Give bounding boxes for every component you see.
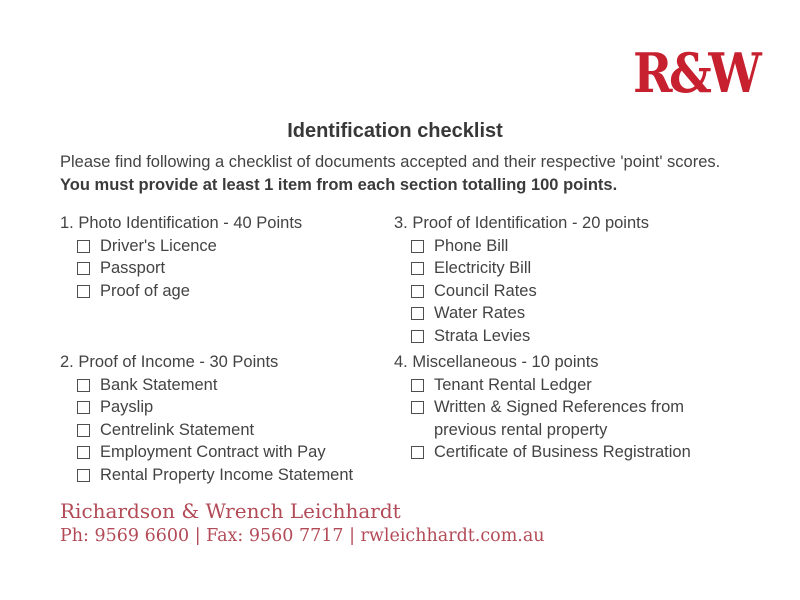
intro-text [60, 151, 770, 197]
checklist-item-label: Driver's Licence [100, 237, 217, 255]
checkbox[interactable] [411, 446, 424, 459]
checklist-item [411, 280, 704, 302]
checkbox[interactable] [411, 240, 424, 253]
checklist-item [411, 396, 704, 441]
checklist-item-label: Passport [100, 259, 166, 278]
checklist-item [411, 302, 704, 324]
checklist-item [77, 441, 370, 463]
section-heading: 1. Photo Identification - 40 Points [60, 214, 303, 232]
checklist-item-label: Phone Bill [434, 237, 509, 255]
checklist-item [77, 419, 370, 441]
checkbox[interactable] [77, 401, 90, 414]
section-heading: 4. Miscellaneous - 10 points [394, 353, 599, 371]
checkbox[interactable] [77, 379, 90, 392]
checkbox[interactable] [77, 262, 90, 275]
checkbox[interactable] [411, 401, 424, 414]
checkbox[interactable] [77, 285, 90, 298]
checklist-item-label: Centrelink Statement [100, 420, 255, 439]
section-items [60, 235, 370, 302]
rw-logo: R&W [633, 41, 759, 105]
page-title: Identification checklist [287, 120, 503, 142]
checkbox[interactable] [411, 285, 424, 298]
checklist-section [60, 212, 370, 302]
checklist-item-label: Payslip [100, 398, 154, 417]
checklist-item-label: Certificate of Business Registration [434, 443, 691, 462]
checklist-item [411, 257, 704, 279]
intro-line-1: Please find following a checklist of documents accepted and their respective 'point' scores. [60, 153, 721, 171]
checkbox[interactable] [77, 240, 90, 253]
checklist-item [411, 374, 704, 396]
checklist-item [77, 257, 370, 279]
checkbox[interactable] [411, 379, 424, 392]
footer-contact-line: Ph: 9569 6600 | Fax: 9560 7717 | rwleichhardt.com.au [60, 526, 545, 546]
checklist-item-label: Strata Levies [434, 326, 531, 345]
checklist-item [77, 280, 370, 302]
checklist-item-label: Electricity Bill [434, 259, 532, 278]
checklist-item-label: Rental Property Income Statement [100, 465, 354, 484]
checklist-item [411, 441, 704, 463]
section-items [394, 374, 704, 464]
checklist-item-label: Written & Signed References from previous rental property [434, 398, 685, 439]
checkbox[interactable] [411, 307, 424, 320]
checklist-item-label: Tenant Rental Ledger [434, 376, 592, 394]
checklist-item [411, 325, 704, 347]
checklist-item-label: Bank Statement [100, 376, 218, 394]
checkbox[interactable] [411, 330, 424, 343]
checklist-section [394, 351, 704, 464]
checklist-item [77, 235, 370, 257]
section-items [60, 374, 370, 486]
checklist-item-label: Council Rates [434, 281, 537, 300]
checkbox[interactable] [77, 469, 90, 482]
checklist-item-label: Water Rates [434, 304, 526, 323]
checkbox[interactable] [411, 262, 424, 275]
checklist-item [77, 464, 370, 486]
checklist-section [394, 212, 704, 347]
checkbox[interactable] [77, 424, 90, 437]
checklist-item [77, 374, 370, 396]
section-items [394, 235, 704, 347]
checklist-item [77, 396, 370, 418]
checklist-item [411, 235, 704, 257]
intro-line-2: You must provide at least 1 item from each section totalling 100 points. [60, 176, 618, 194]
checklist-section [60, 351, 370, 486]
checklist-item-label: Employment Contract with Pay [100, 443, 326, 462]
section-heading: 3. Proof of Identification - 20 points [394, 214, 649, 232]
checkbox[interactable] [77, 446, 90, 459]
section-heading: 2. Proof of Income - 30 Points [60, 353, 279, 371]
checklist-item-label: Proof of age [100, 281, 190, 300]
footer-company-name: Richardson & Wrench Leichhardt [60, 499, 401, 523]
